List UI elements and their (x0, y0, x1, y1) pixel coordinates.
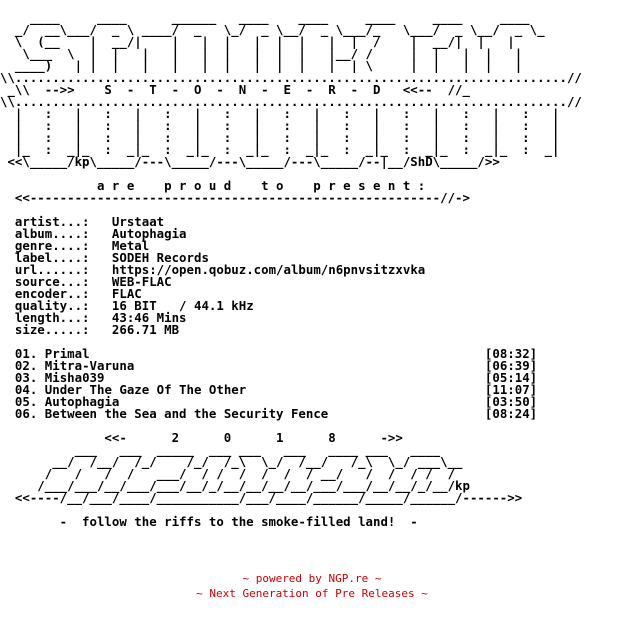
tagline: - follow the riffs to the smoke-filled land! - (0, 514, 418, 529)
track-number: 05. (14, 394, 38, 409)
source-key: source...: (0, 274, 90, 289)
encoder-value: FLAC (111, 286, 142, 301)
nfo-text (0, 12, 624, 528)
track-title: Mitra-Varuna (44, 358, 135, 373)
present-rule: <<-------------------------------------------------------//-> (0, 190, 470, 205)
album-key: album....: (0, 226, 90, 241)
size-key: size.....: (0, 322, 90, 337)
length-key: length...: (0, 310, 90, 325)
url-key: url......: (0, 262, 90, 277)
ngp-tagline: ~ Next Generation of Pre Releases ~ (196, 587, 428, 600)
track-duration: [03:50] (484, 394, 538, 409)
track-duration: [08:24] (484, 406, 538, 421)
year-ascii-art: <<- 2 0 1 8 ->> ___ ___ _____ ___ ___ ___ ____ ___ ____ __/ /__/ /_/ /_/ /_\ \_/ /__/ /_\ \_/ ___\__ / / / / ___/ / / / / / / __/ / / / / / /___/___/__/___/___/__/_/__/__/__/__/___/___/__/__/_/__/kp <<----/__/___/____/___________/___/____/______/_____/______/------>> (14, 430, 523, 505)
label-key: label....: (0, 250, 90, 265)
present-line: a r e p r o u d t o p r e s e n t : (0, 178, 426, 193)
track-number: 04. (14, 382, 38, 397)
tracklist (0, 346, 537, 421)
size-value: 266.71 MB (111, 322, 180, 337)
track-duration: [11:07] (484, 382, 538, 397)
track-number: 03. (14, 370, 38, 385)
track-number: 06. (14, 406, 38, 421)
track-title: Misha039 (44, 370, 105, 385)
powered-by-line: ~ powered by NGP.re ~ (242, 572, 382, 585)
track-title: Between the Sea and the Security Fence (44, 406, 329, 421)
track-title: Under The Gaze Of The Other (44, 382, 247, 397)
quality-value: 16 BIT / 44.1 kHz (111, 298, 254, 313)
length-value: 43:46 Mins (111, 310, 187, 325)
track-duration: [06:39] (484, 358, 538, 373)
track-title: Primal (44, 346, 90, 361)
track-number: 01. (14, 346, 38, 361)
album-value: Autophagia (111, 226, 187, 241)
label-value: SODEH Records (111, 250, 209, 265)
genre-key: genre....: (0, 238, 90, 253)
url-value: https://open.qobuz.com/album/n6pnvsitzxvka (111, 262, 426, 277)
header-ascii-art: ____ ____ ______ ____ ____ ____ ____ ____ _/ __\___/ _ \ ____/ _ \_/ _ \__/ _ \___/_ \___/ _ \__/ _ \_ \ (__ | __/| | | | | | | | | / | __/| | | \___ \ | | | | | | | | | |__/ / | | | | | ____) | | | | | | | | | | | | \ | | | | | \\..........................................................................// _\\ -->> S - T - O - N - E - R - D <<-- //_ \\..........................................................................// | : | : | : | : | : | : | : | : | : | | : | : | : | : | : | : | : | : | : | | : | : | : | : | : | : | : | : | : | |_ : _|_ : _|_ : _|_ : _|_ : _|_ : _|_ : _|_ : _|_ : _| <<\_____/kp\_____/---\_____/---\_____/---\_____/--|__/ShD\_____/>> (0, 10, 582, 169)
artist-key: artist...: (0, 214, 90, 229)
track-number: 02. (14, 358, 38, 373)
track-duration: [08:32] (484, 346, 538, 361)
genre-value: Metal (111, 238, 150, 253)
track-row (0, 406, 537, 421)
quality-key: quality..: (0, 298, 90, 313)
source-value: WEB-FLAC (111, 274, 172, 289)
encoder-key: encoder..: (0, 286, 90, 301)
track-duration: [05:14] (484, 370, 538, 385)
artist-value: Urstaat (111, 214, 165, 229)
track-title: Autophagia (44, 394, 120, 409)
